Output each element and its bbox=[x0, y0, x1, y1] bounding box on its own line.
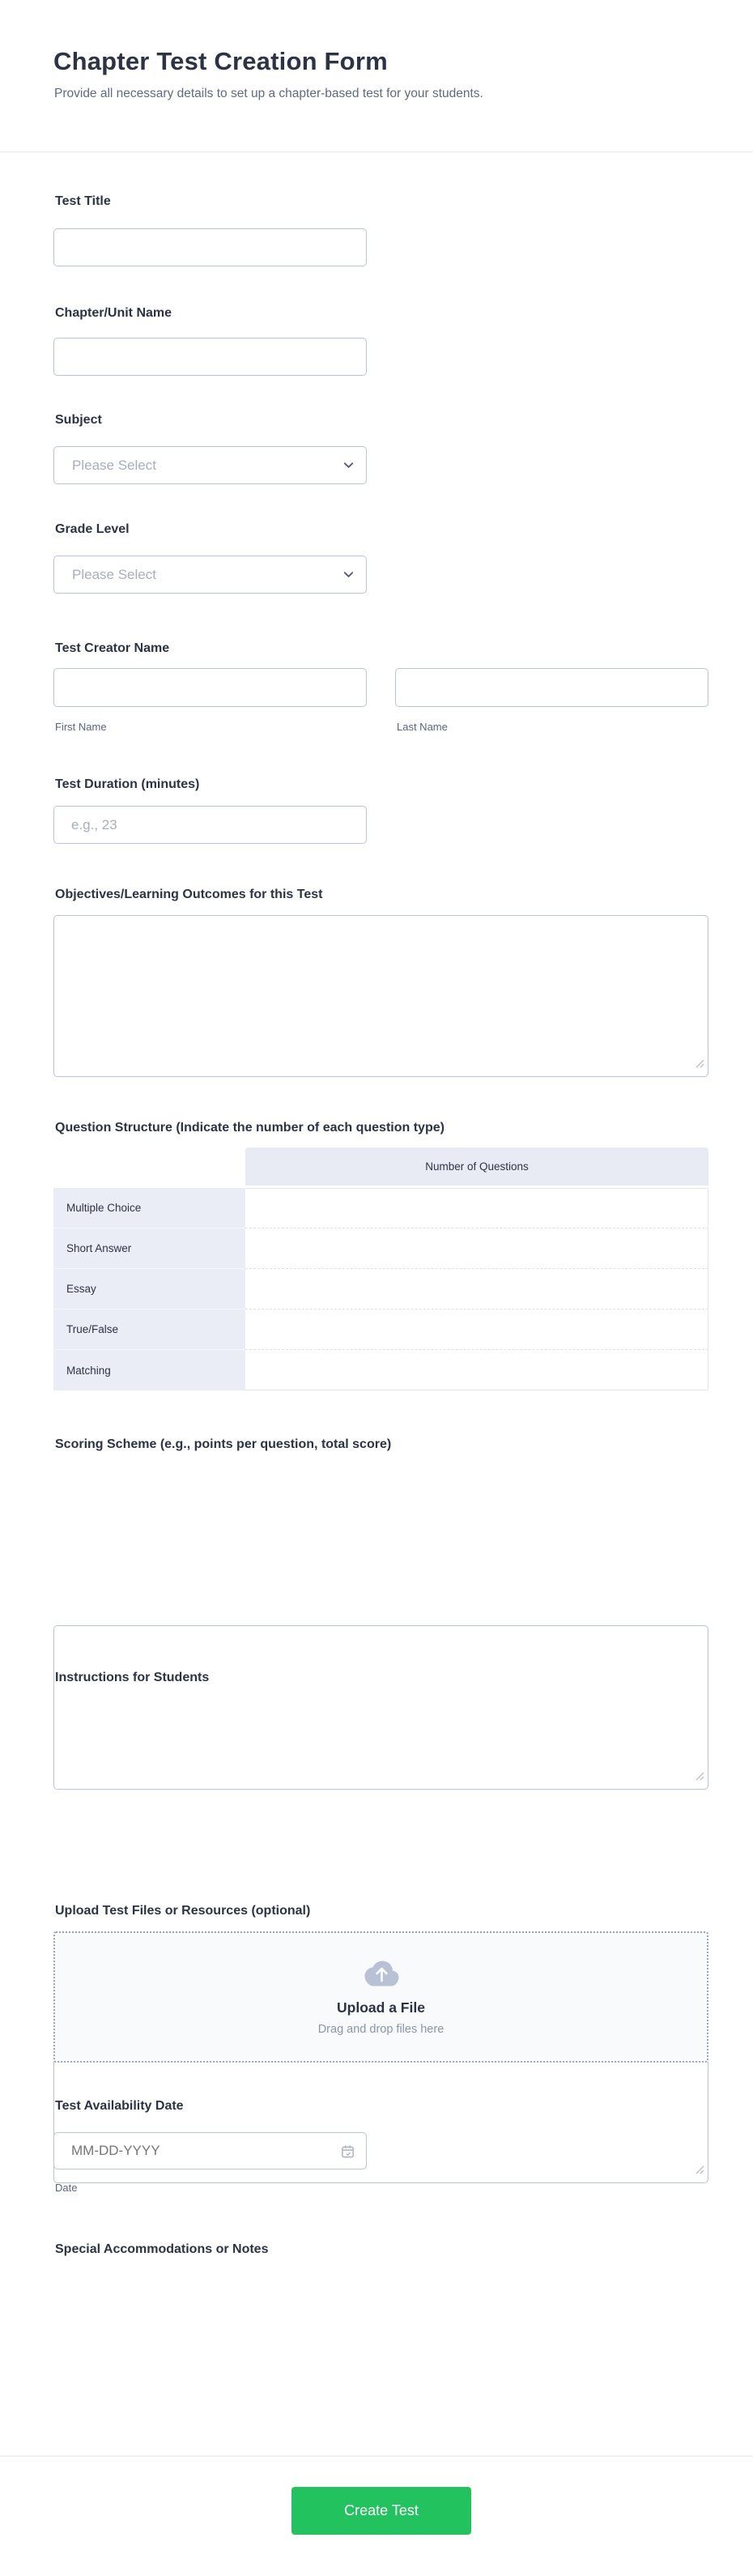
calendar-icon[interactable] bbox=[340, 2144, 355, 2159]
first-name-input[interactable] bbox=[53, 668, 367, 707]
scoring-field bbox=[53, 1625, 708, 1790]
date-sublabel: Date bbox=[55, 2182, 78, 2194]
chapter-unit-input[interactable] bbox=[53, 338, 367, 376]
upload-dropzone[interactable] bbox=[53, 1931, 708, 2063]
row-header-short-answer: Short Answer bbox=[53, 1228, 245, 1269]
chevron-down-icon bbox=[342, 459, 355, 471]
cell-essay-count[interactable] bbox=[245, 1269, 708, 1309]
cell-multiple-choice-count[interactable] bbox=[245, 1188, 708, 1228]
grade-level-select-value: Please Select bbox=[72, 566, 156, 582]
row-header-true-false: True/False bbox=[53, 1309, 245, 1350]
notes-label: Special Accommodations or Notes bbox=[55, 2242, 269, 2256]
duration-input[interactable] bbox=[53, 806, 367, 844]
table-row bbox=[53, 1309, 708, 1350]
objectives-textarea[interactable] bbox=[53, 915, 708, 1077]
upload-button-text: Upload a File bbox=[337, 1999, 425, 2016]
row-header-multiple-choice: Multiple Choice bbox=[53, 1188, 245, 1228]
table-row bbox=[53, 1269, 708, 1309]
header-divider bbox=[0, 151, 753, 152]
row-header-matching: Matching bbox=[53, 1350, 245, 1390]
chevron-down-icon bbox=[342, 568, 355, 581]
objectives-label: Objectives/Learning Outcomes for this Test bbox=[55, 888, 323, 901]
instructions-label: Instructions for Students bbox=[55, 1671, 210, 1684]
upload-hint: Drag and drop files here bbox=[317, 2022, 445, 2036]
table-row bbox=[53, 1228, 708, 1269]
last-name-input[interactable] bbox=[395, 668, 708, 707]
test-title-input[interactable] bbox=[53, 228, 367, 266]
scoring-label: Scoring Scheme (e.g., points per question, total score) bbox=[55, 1437, 392, 1451]
availability-date-field bbox=[53, 2132, 367, 2169]
question-structure-table bbox=[53, 1188, 708, 1390]
duration-label: Test Duration (minutes) bbox=[55, 777, 200, 791]
availability-date-label: Test Availability Date bbox=[55, 2099, 184, 2113]
upload-label: Upload Test Files or Resources (optional) bbox=[55, 1904, 311, 1918]
creator-name-label: Test Creator Name bbox=[55, 641, 170, 655]
first-name-sublabel: First Name bbox=[55, 721, 107, 733]
cloud-upload-icon bbox=[361, 1959, 402, 1988]
table-row bbox=[53, 1188, 708, 1228]
availability-date-input[interactable] bbox=[54, 2133, 340, 2169]
cell-matching-count[interactable] bbox=[245, 1350, 708, 1390]
subject-label: Subject bbox=[55, 413, 102, 427]
cell-short-answer-count[interactable] bbox=[245, 1228, 708, 1269]
cell-true-false-count[interactable] bbox=[245, 1309, 708, 1350]
subject-select[interactable] bbox=[53, 446, 367, 484]
objectives-field bbox=[53, 915, 708, 1077]
row-header-essay: Essay bbox=[53, 1269, 245, 1309]
matrix-column-header: Number of Questions bbox=[245, 1147, 708, 1186]
test-title-label: Test Title bbox=[55, 194, 111, 208]
footer-divider bbox=[0, 2455, 753, 2457]
grade-level-label: Grade Level bbox=[55, 522, 130, 536]
chapter-unit-label: Chapter/Unit Name bbox=[55, 306, 172, 320]
grade-level-select[interactable] bbox=[53, 556, 367, 594]
page-subtitle: Provide all necessary details to set up a chapter-based test for your students. bbox=[54, 87, 483, 100]
subject-select-value: Please Select bbox=[72, 457, 156, 473]
scoring-textarea[interactable] bbox=[53, 1625, 708, 1790]
page-title: Chapter Test Creation Form bbox=[53, 47, 388, 75]
last-name-sublabel: Last Name bbox=[397, 721, 448, 733]
table-row bbox=[53, 1350, 708, 1390]
question-structure-label: Question Structure (Indicate the number of each question type) bbox=[55, 1121, 445, 1135]
create-test-button[interactable]: Create Test bbox=[291, 2487, 471, 2535]
